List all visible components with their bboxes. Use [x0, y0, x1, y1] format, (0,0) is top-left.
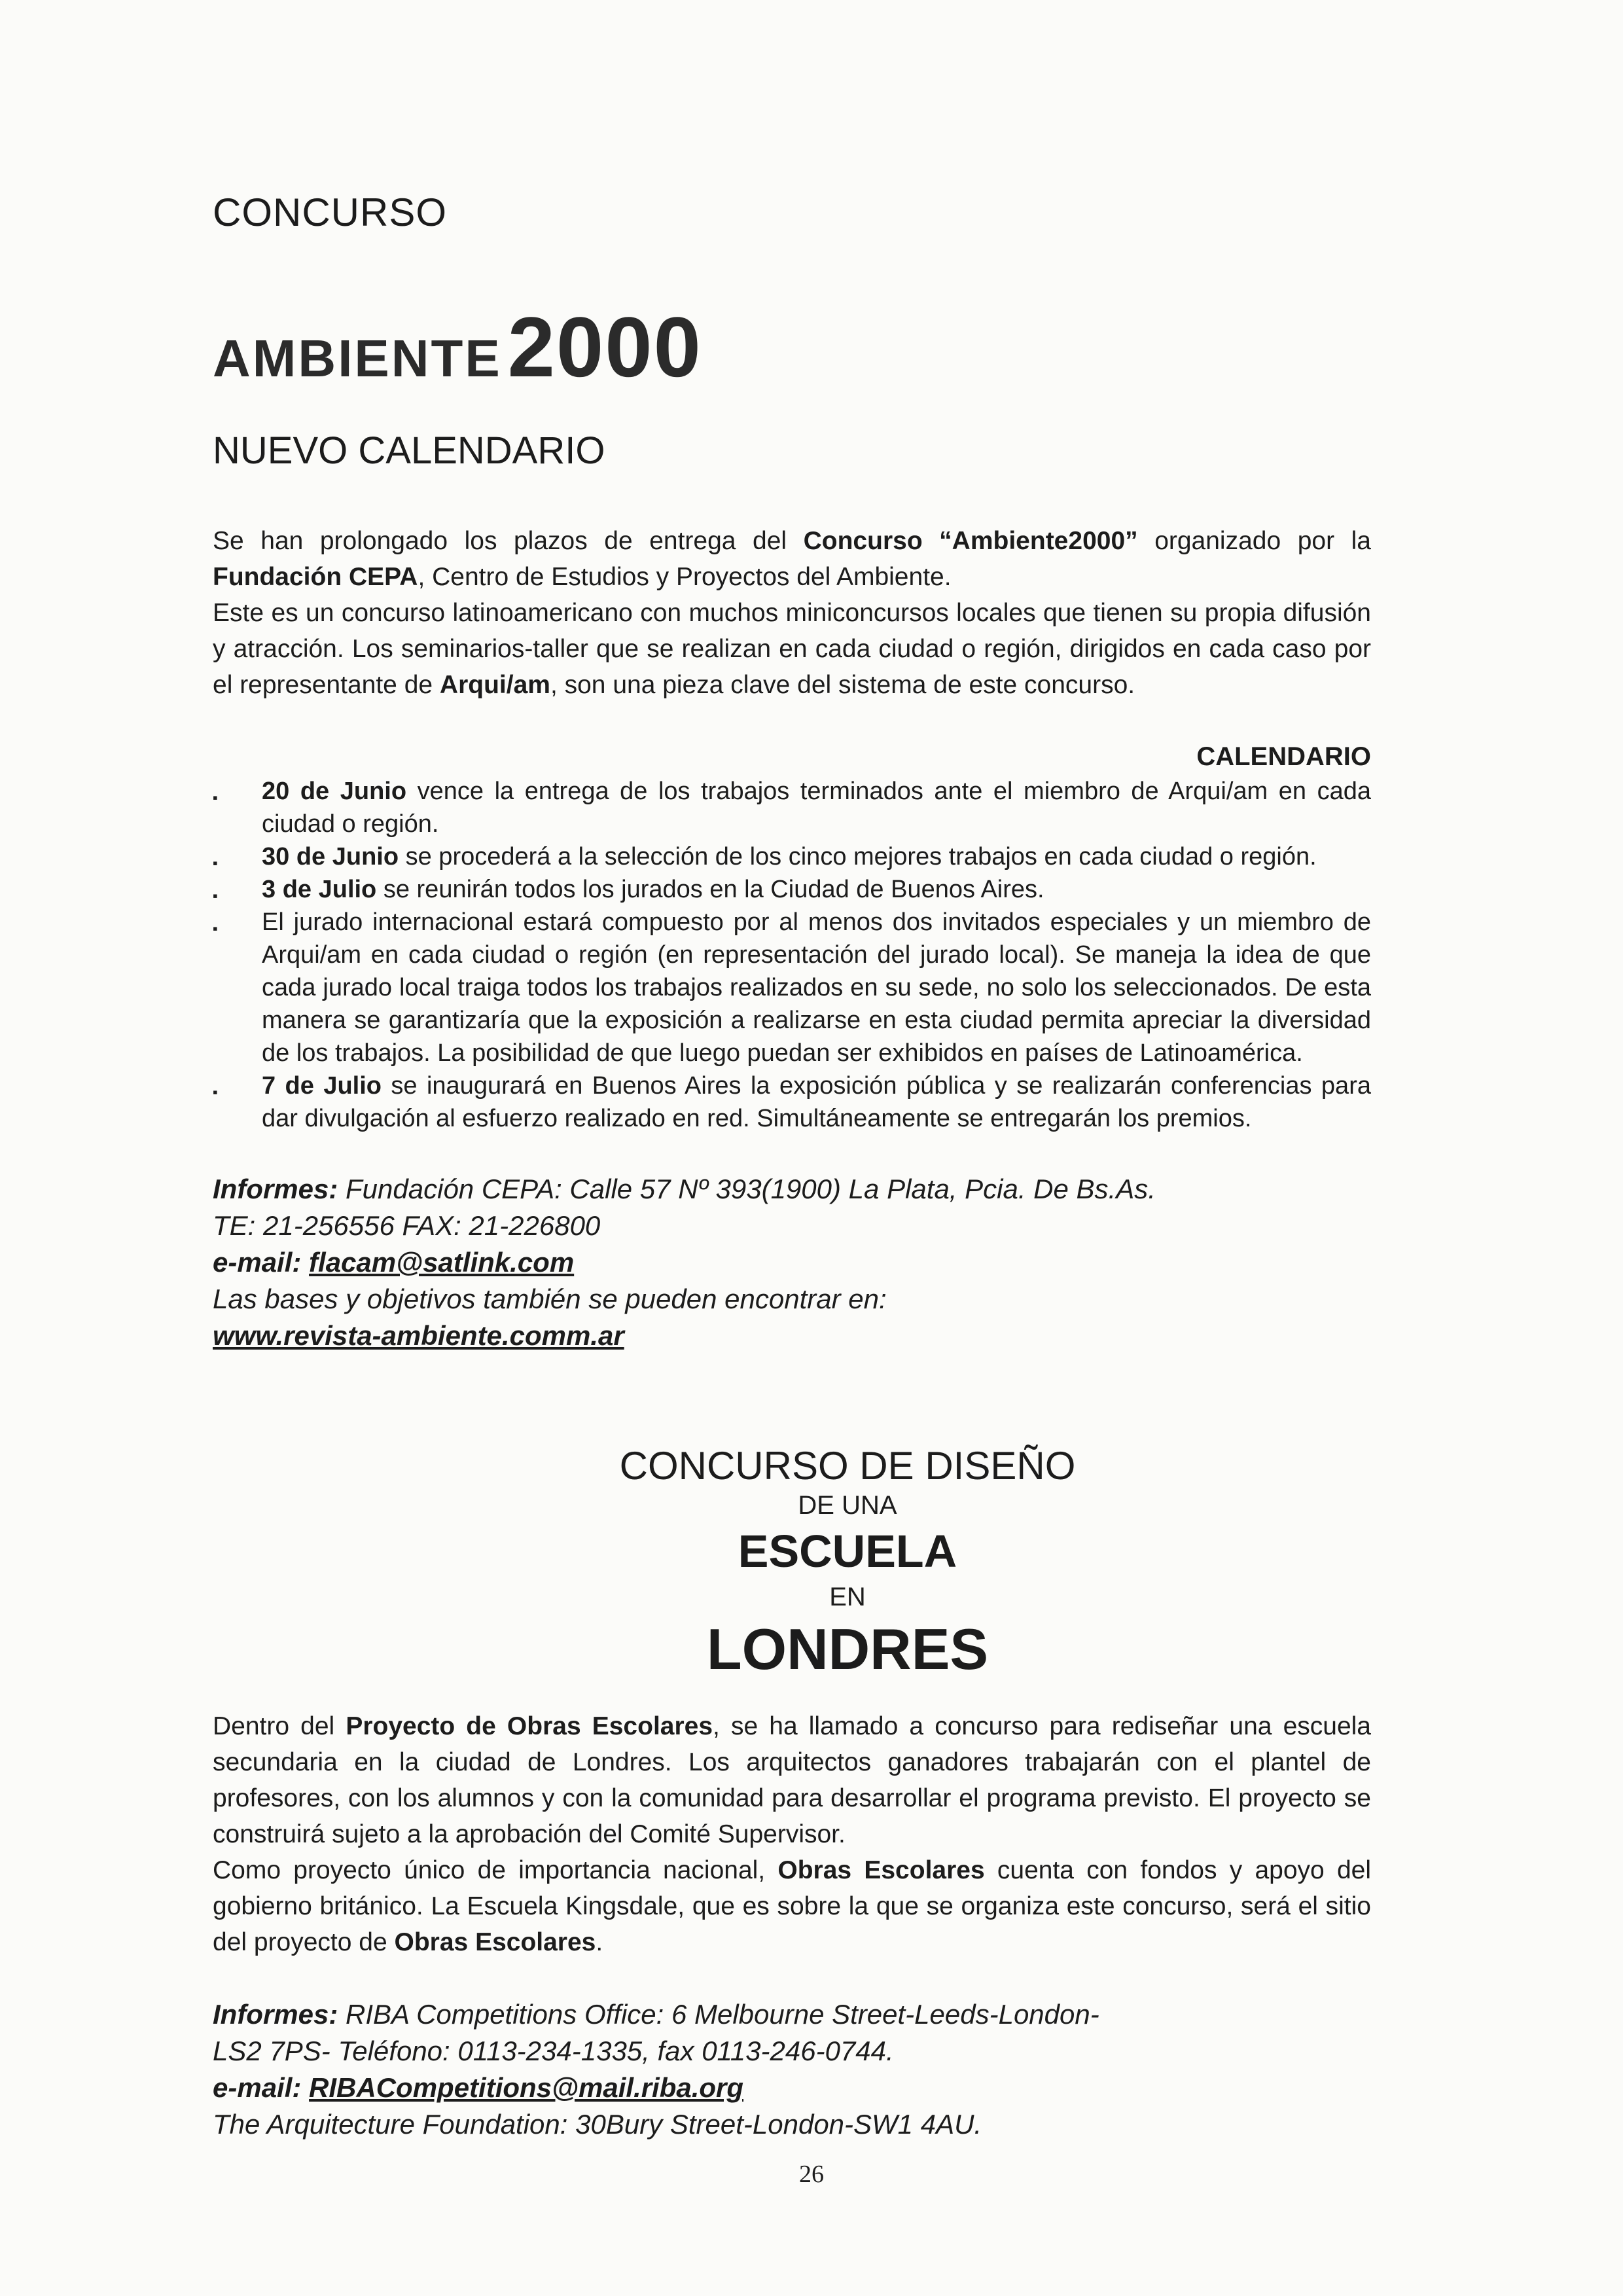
info-label: Informes:: [213, 1999, 338, 2030]
intro-paragraph-2: [213, 595, 1371, 703]
intro-paragraph: [213, 523, 1371, 595]
calendar-item: [213, 873, 1371, 906]
intro-bold: Concurso “Ambiente2000”: [803, 527, 1138, 555]
body-text: .: [596, 1928, 603, 1956]
ambiente-subtitle: NUEVO CALENDARIO: [213, 429, 605, 472]
bullet-icon: ▪: [213, 855, 218, 871]
calendar-list: [213, 775, 1371, 1135]
page-number: 26: [799, 2161, 824, 2188]
bullet-icon: ▪: [213, 789, 218, 806]
londres-title-2: DE UNA: [798, 1491, 897, 1520]
calendar-date: 20 de Junio: [262, 778, 407, 805]
calendar-item: [213, 906, 1371, 1069]
body-bold: Obras Escolares: [394, 1928, 596, 1956]
body-text: Como proyecto único de importancia nacional,: [213, 1856, 778, 1884]
intro-bold: Arqui/am: [439, 671, 550, 699]
ambiente-info: [213, 1171, 1371, 1354]
calendar-text: vence la entrega de los trabajos terminados ante el miembro de Arqui/am en cada ciudad o región.: [262, 778, 1371, 838]
intro-text: organizado por la: [1137, 527, 1371, 555]
intro-text: , son una pieza clave del sistema de este concurso.: [550, 671, 1135, 699]
body-text: cuenta con fondos y apoyo del gobierno británico. La Escuela Kingsdale, que es sobre la que se organiza este concurso, será el sitio del proyecto de: [213, 1856, 1371, 1956]
web-link[interactable]: www.revista-ambiente.comm.ar: [213, 1320, 624, 1351]
londres-title-1: CONCURSO DE DISEÑO: [619, 1444, 1076, 1488]
info-foundation: The Arquitecture Foundation: 30Bury Street-London-SW1 4AU.: [213, 2109, 982, 2140]
email-link[interactable]: flacam@satlink.com: [309, 1247, 575, 1278]
calendar-heading: CALENDARIO: [1196, 742, 1371, 771]
calendar-item: [213, 1069, 1371, 1135]
londres-paragraph: [213, 1708, 1371, 1852]
calendar-date: 3 de Julio: [262, 876, 377, 903]
intro-bold: Fundación CEPA: [213, 563, 418, 591]
body-bold: Proyecto de Obras Escolares: [346, 1712, 713, 1740]
body-text: Dentro del: [213, 1712, 346, 1740]
calendar-text: se reunirán todos los jurados en la Ciudad de Buenos Aires.: [376, 876, 1044, 903]
info-bases: Las bases y objetivos también se pueden encontrar en:: [213, 1283, 887, 1314]
londres-section: [213, 1443, 1371, 2143]
info-label: Informes:: [213, 1174, 338, 1204]
email-label: e-mail:: [213, 2072, 302, 2103]
title-number: 2000: [507, 299, 702, 395]
londres-title-3: ESCUELA: [738, 1526, 957, 1577]
info-address: RIBA Competitions Office: 6 Melbourne Street-Leeds-London-: [338, 1999, 1099, 2030]
info-phone: TE: 21-256556 FAX: 21-226800: [213, 1210, 601, 1241]
email-link[interactable]: RIBACompetitions@mail.riba.org: [309, 2072, 744, 2103]
calendar-item: [213, 775, 1371, 840]
bullet-icon: ▪: [213, 920, 218, 937]
title-word: AMBIENTE: [213, 329, 502, 387]
info-line-1: [213, 1996, 1371, 2033]
bullet-icon: ▪: [213, 888, 218, 904]
info-line-2: LS2 7PS- Teléfono: 0113-234-1335, fax 0113-246-0744.: [213, 2036, 894, 2066]
email-label: e-mail:: [213, 1247, 302, 1278]
calendar-text: se inaugurará en Buenos Aires la exposición pública y se realizarán conferencias para dar divulgación al esfuerzo realizado en red. Simultáneamente se entregarán los premios.: [262, 1072, 1371, 1132]
info-web-line: [213, 1318, 1371, 1354]
ambiente-title: [213, 301, 1371, 415]
info-email-line: [213, 2070, 1371, 2106]
intro-text: Este es un concurso latinoamericano con muchos miniconcursos locales que tienen su propia difusión y atracción. Los seminarios-taller que se realizan en cada ciudad o región, dirigidos en cada caso por el representante de: [213, 599, 1371, 699]
intro-text: Se han prolongado los plazos de entrega del: [213, 527, 804, 555]
section-kicker: CONCURSO: [213, 190, 448, 234]
info-email-line: [213, 1244, 1371, 1281]
calendar-date: 7 de Julio: [262, 1072, 382, 1100]
body-text: , se ha llamado a concurso para rediseñar una escuela secundaria en la ciudad de Londres. Los arquitectos ganadores trabajarán con el plantel de profesores, con los alumnos y con la comunidad para desarrollar el programa previsto. El proyecto se construirá sujeto a la aprobación del Comité Supervisor.: [213, 1712, 1371, 1848]
calendar-date: 30 de Junio: [262, 843, 399, 870]
londres-title-4: EN: [829, 1583, 866, 1611]
londres-info: [213, 1996, 1371, 2143]
bullet-icon: ▪: [213, 1084, 218, 1100]
calendar-text: se procederá a la selección de los cinco mejores trabajos en cada ciudad o región.: [399, 843, 1317, 870]
intro-text: , Centro de Estudios y Proyectos del Ambiente.: [418, 563, 952, 591]
calendar-item: [213, 840, 1371, 873]
info-address-line: [213, 1171, 1371, 1208]
londres-title-5: LONDRES: [706, 1617, 989, 1681]
calendar-text: El jurado internacional estará compuesto por al menos dos invitados especiales y un miembro de Arqui/am en cada ciudad o región (en representación del jurado local). Se maneja la idea de que cada jurado local traiga todos los trabajos realizados en su sede, no solo los seleccionados. De esta manera se garantizaría que la exposición a realizarse en esta ciudad permita apreciar la diversidad de los trabajos. La posibilidad de que luego puedan ser exhibidos en países de Latinoamérica.: [262, 908, 1371, 1067]
ambiente-section: [213, 190, 1371, 1354]
info-address: Fundación CEPA: Calle 57 Nº 393(1900) La Plata, Pcia. De Bs.As.: [338, 1174, 1156, 1204]
body-bold: Obras Escolares: [777, 1856, 985, 1884]
londres-paragraph-2: [213, 1852, 1371, 1960]
